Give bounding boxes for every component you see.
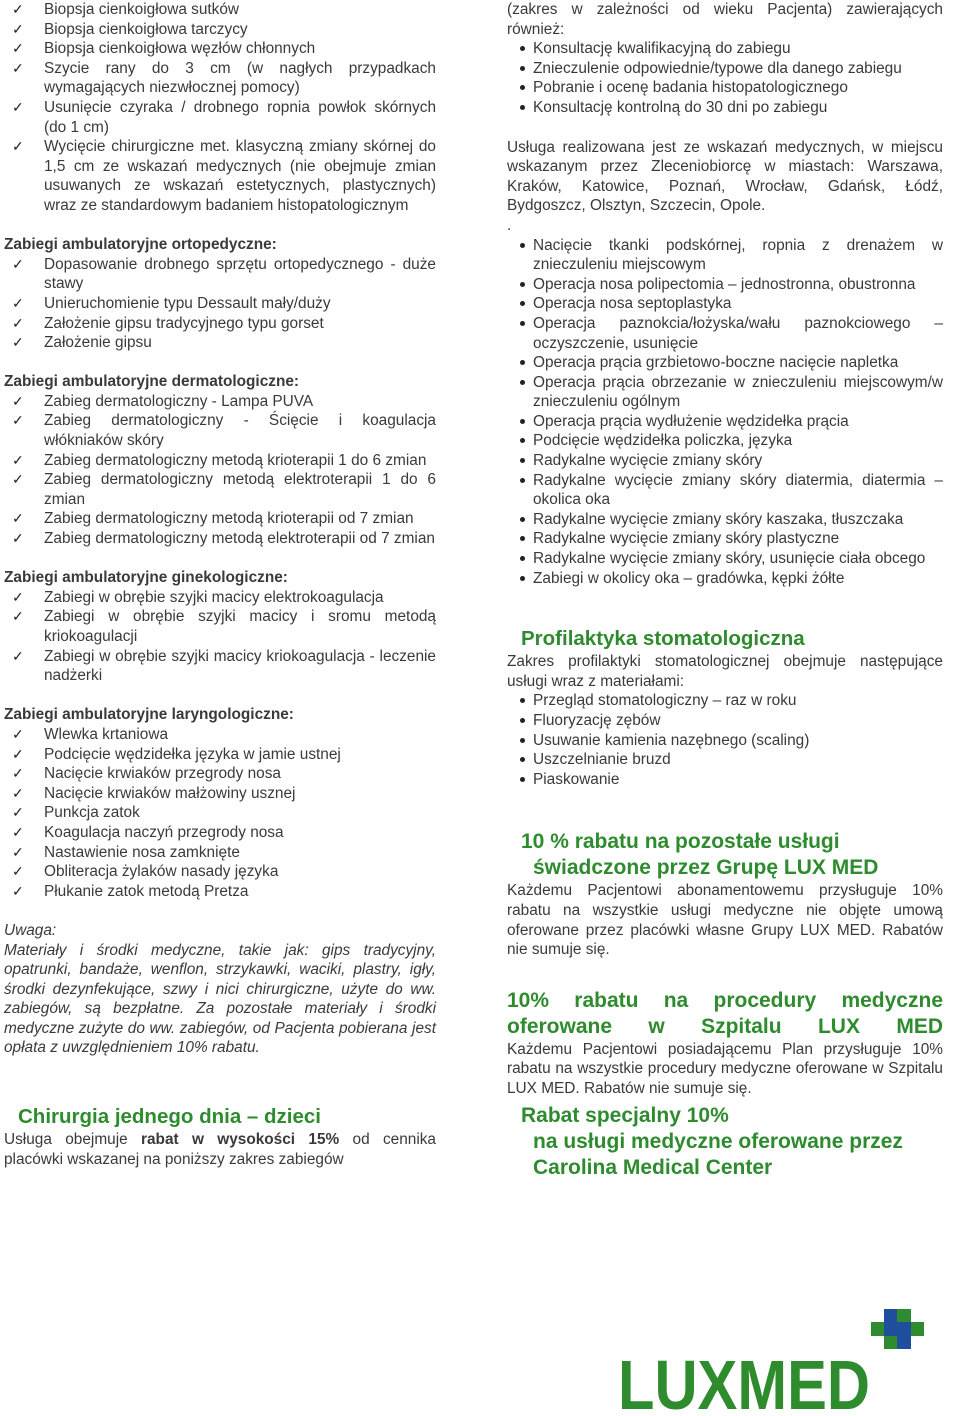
list-item: ✓ Podcięcie wędzidełka języka w jamie ustnej bbox=[4, 745, 436, 765]
list-item: ✓ Biopsja cienkoigłowa węzłów chłonnych bbox=[4, 39, 436, 59]
list-item: ✓ Biopsja cienkoigłowa sutków bbox=[4, 0, 436, 20]
list-item: Fluoryzację zębów bbox=[507, 711, 943, 731]
list-item: ✓ Zabieg dermatologiczny - Lampa PUVA bbox=[4, 392, 436, 412]
list-item: Operacja prącia wydłużenie wędzidełka prącia bbox=[507, 412, 943, 432]
list-item: Usuwanie kamienia nazębnego (scaling) bbox=[507, 731, 943, 751]
stomat-intro: Zakres profilaktyki stomatologicznej obejmuje następujące usługi wraz z materiałami: bbox=[507, 653, 943, 690]
list-item: Radykalne wycięcie zmiany skóry plastyczne bbox=[507, 529, 943, 549]
list-item: ✓ Wycięcie chirurgiczne met. klasyczną zmiany skórnej do 1,5 cm ze wskazań medycznych (nie obejmuje zmian usuwanych ze wskazań estetycznych, plastycznych) wraz ze standardowym badaniem histopatologicznym bbox=[4, 137, 436, 215]
list-item: ✓ Koagulacja naczyń przegrody nosa bbox=[4, 823, 436, 843]
list-item: ✓ Zabieg dermatologiczny - Ścięcie i koagulacja włókniaków skóry bbox=[4, 411, 436, 450]
stomat-title: Profilaktyka stomatologiczna bbox=[521, 627, 805, 651]
discount3-title-line2: na usługi medyczne oferowane przez bbox=[533, 1129, 903, 1153]
discount2-title: 10% rabatu na procedury medyczne oferowane w Szpitalu LUX MED bbox=[507, 988, 943, 1038]
list-item: ✓ Punkcja zatok bbox=[4, 803, 436, 823]
list-item: ✓ Szycie rany do 3 cm (w nagłych przypadkach wymagających niezwłocznej pomocy) bbox=[4, 59, 436, 98]
laryng-list bbox=[4, 725, 436, 901]
list-item: ✓ Zabiegi w obrębie szyjki macicy kriokoagulacja - leczenie nadżerki bbox=[4, 647, 436, 686]
list-item: Operacja nosa septoplastyka bbox=[507, 294, 943, 314]
list-item: Uszczelnianie bruzd bbox=[507, 750, 943, 770]
derm-heading: Zabiegi ambulatoryjne dermatologiczne: bbox=[4, 373, 300, 391]
day-surgery-text bbox=[4, 1130, 436, 1169]
list-item: ✓ Nacięcie krwiaków małżowiny usznej bbox=[4, 784, 436, 804]
luxmed-logo bbox=[618, 1305, 928, 1411]
note-text: Materiały i środki medyczne, takie jak: gips tradycyjny, opatrunki, bandaże, wenflon, strzykawki, waciki, plastry, igły, środki dezynfekujące, szwy i nici chirurgiczne, użyte do ww. zabiegów, są bezpłatne. Za pozostałe materiały i środki medyczne zużyte do ww. zabiegów, od Pacjenta pobierana jest opłata z uwzględnieniem 10% rabatu. bbox=[4, 941, 436, 1057]
separator-dot: . bbox=[507, 216, 512, 234]
discount3-title-line3: Carolina Medical Center bbox=[533, 1155, 773, 1179]
note-label: Uwaga: bbox=[4, 921, 57, 939]
list-item: ✓ Biopsja cienkoigłowa tarczycy bbox=[4, 20, 436, 40]
list-item: ✓ Nastawienie nosa zamknięte bbox=[4, 843, 436, 863]
list-item: Konsultację kwalifikacyjną do zabiegu bbox=[507, 39, 943, 59]
right-column bbox=[507, 0, 943, 1181]
list-item: ✓ Unieruchomienie typu Dessault mały/duży bbox=[4, 294, 436, 314]
list-item: ✓ Założenie gipsu tradycyjnego typu gorset bbox=[4, 314, 436, 334]
day-surgery-title: Chirurgia jednego dnia – dzieci bbox=[18, 1105, 321, 1129]
list-item: ✓ Zabieg dermatologiczny metodą elektroterapii 1 do 6 zmian bbox=[4, 470, 436, 509]
list-item: Radykalne wycięcie zmiany skóry bbox=[507, 451, 943, 471]
procedures-list bbox=[507, 236, 943, 589]
left-column bbox=[4, 0, 436, 1169]
list-item: Znieczulenie odpowiednie/typowe dla danego zabiegu bbox=[507, 59, 943, 79]
service-text: Usługa realizowana jest ze wskazań medycznych, w miejscu wskazanym przez Zleceniobiorcę w miastach: Warszawa, Kraków, Katowice, Poznań, Wrocław, Gdańsk, Łódź, Bydgoszcz, Olsztyn, Szczecin, Opole. bbox=[507, 138, 943, 215]
list-item: ✓ Zabieg dermatologiczny metodą elektroterapii od 7 zmian bbox=[4, 529, 436, 549]
list-item: ✓ Usunięcie czyraka / drobnego ropnia powłok skórnych (do 1 cm) bbox=[4, 98, 436, 137]
list-item: ✓ Wlewka krtaniowa bbox=[4, 725, 436, 745]
list-item: ✓ Zabiegi w obrębie szyjki macicy i sromu metodą kriokoagulacji bbox=[4, 607, 436, 646]
derm-list bbox=[4, 392, 436, 549]
list-item: ✓ Zabieg dermatologiczny metodą krioterapii 1 do 6 zmian bbox=[4, 451, 436, 471]
list-item: Operacja paznokcia/łożyska/wału paznokciowego – oczyszczenie, usunięcie bbox=[507, 314, 943, 353]
includes-list bbox=[507, 39, 943, 117]
list-item: ✓ Płukanie zatok metodą Pretza bbox=[4, 882, 436, 902]
list-item: Operacja prącia grzbietowo-boczne nacięcie napletka bbox=[507, 353, 943, 373]
day-surgery-pre: Usługa obejmuje bbox=[4, 1131, 141, 1149]
day-surgery-post: od cennika placówki wskazanej na poniższy zakres zabiegów bbox=[4, 1131, 436, 1168]
intro-text: (zakres w zależności od wieku Pacjenta) zawierających również: bbox=[507, 1, 943, 38]
gyn-list bbox=[4, 588, 436, 686]
gyn-heading: Zabiegi ambulatoryjne ginekologiczne: bbox=[4, 569, 288, 587]
discount1-text: Każdemu Pacjentowi abonamentowemu przysługuje 10% rabatu na wszystkie usługi medyczne nie objęte umową oferowane przez placówki własne Grupy LUX MED. Rabatów nie sumuje się. bbox=[507, 882, 943, 959]
list-item: ✓ Obliteracja żylaków nasady języka bbox=[4, 862, 436, 882]
surgery-list bbox=[4, 0, 436, 216]
ortho-list bbox=[4, 255, 436, 353]
discount1-title-line2: świadczone przez Grupę LUX MED bbox=[533, 856, 879, 880]
cross-mark-icon bbox=[871, 1309, 924, 1349]
list-item: Konsultację kontrolną do 30 dni po zabiegu bbox=[507, 98, 943, 118]
list-item: Podcięcie wędzidełka policzka, języka bbox=[507, 431, 943, 451]
logo-wordmark: LUXMED bbox=[618, 1346, 870, 1411]
discount1-title-line1: 10 % rabatu na pozostałe usługi bbox=[521, 830, 840, 854]
discount2-text: Każdemu Pacjentowi posiadającemu Plan przysługuje 10% rabatu na wszystkie procedury medyczne oferowane w Szpitalu LUX MED. Rabatów nie sumuje się. bbox=[507, 1040, 943, 1097]
list-item: Radykalne wycięcie zmiany skóry diatermia, diatermia – okolica oka bbox=[507, 471, 943, 510]
list-item: ✓ Założenie gipsu bbox=[4, 333, 436, 353]
list-item: ✓ Dopasowanie drobnego sprzętu ortopedycznego - duże stawy bbox=[4, 255, 436, 294]
list-item: Nacięcie tkanki podskórnej, ropnia z drenażem w znieczuleniu miejscowym bbox=[507, 236, 943, 275]
list-item: Zabiegi w okolicy oka – gradówka, kępki żółte bbox=[507, 569, 943, 589]
day-surgery-bold: rabat w wysokości 15% bbox=[141, 1131, 340, 1149]
list-item: ✓ Zabieg dermatologiczny metodą krioterapii od 7 zmian bbox=[4, 509, 436, 529]
stomat-list bbox=[507, 691, 943, 789]
list-item: Piaskowanie bbox=[507, 770, 943, 790]
luxmed-logo-graphic bbox=[618, 1305, 928, 1411]
list-item: Przegląd stomatologiczny – raz w roku bbox=[507, 691, 943, 711]
list-item: ✓ Nacięcie krwiaków przegrody nosa bbox=[4, 764, 436, 784]
laryng-heading: Zabiegi ambulatoryjne laryngologiczne: bbox=[4, 706, 294, 724]
list-item: Operacja nosa polipectomia – jednostronna, obustronna bbox=[507, 275, 943, 295]
ortho-heading: Zabiegi ambulatoryjne ortopedyczne: bbox=[4, 236, 277, 254]
list-item: Operacja prącia obrzezanie w znieczuleniu miejscowym/w znieczuleniu ogólnym bbox=[507, 373, 943, 412]
list-item: Radykalne wycięcie zmiany skóry kaszaka, tłuszczaka bbox=[507, 510, 943, 530]
list-item: Pobranie i ocenę badania histopatologicznego bbox=[507, 78, 943, 98]
list-item: Radykalne wycięcie zmiany skóry, usunięcie ciała obcego bbox=[507, 549, 943, 569]
list-item: ✓ Zabiegi w obrębie szyjki macicy elektrokoagulacja bbox=[4, 588, 436, 608]
discount3-title-line1: Rabat specjalny 10% bbox=[521, 1103, 729, 1127]
